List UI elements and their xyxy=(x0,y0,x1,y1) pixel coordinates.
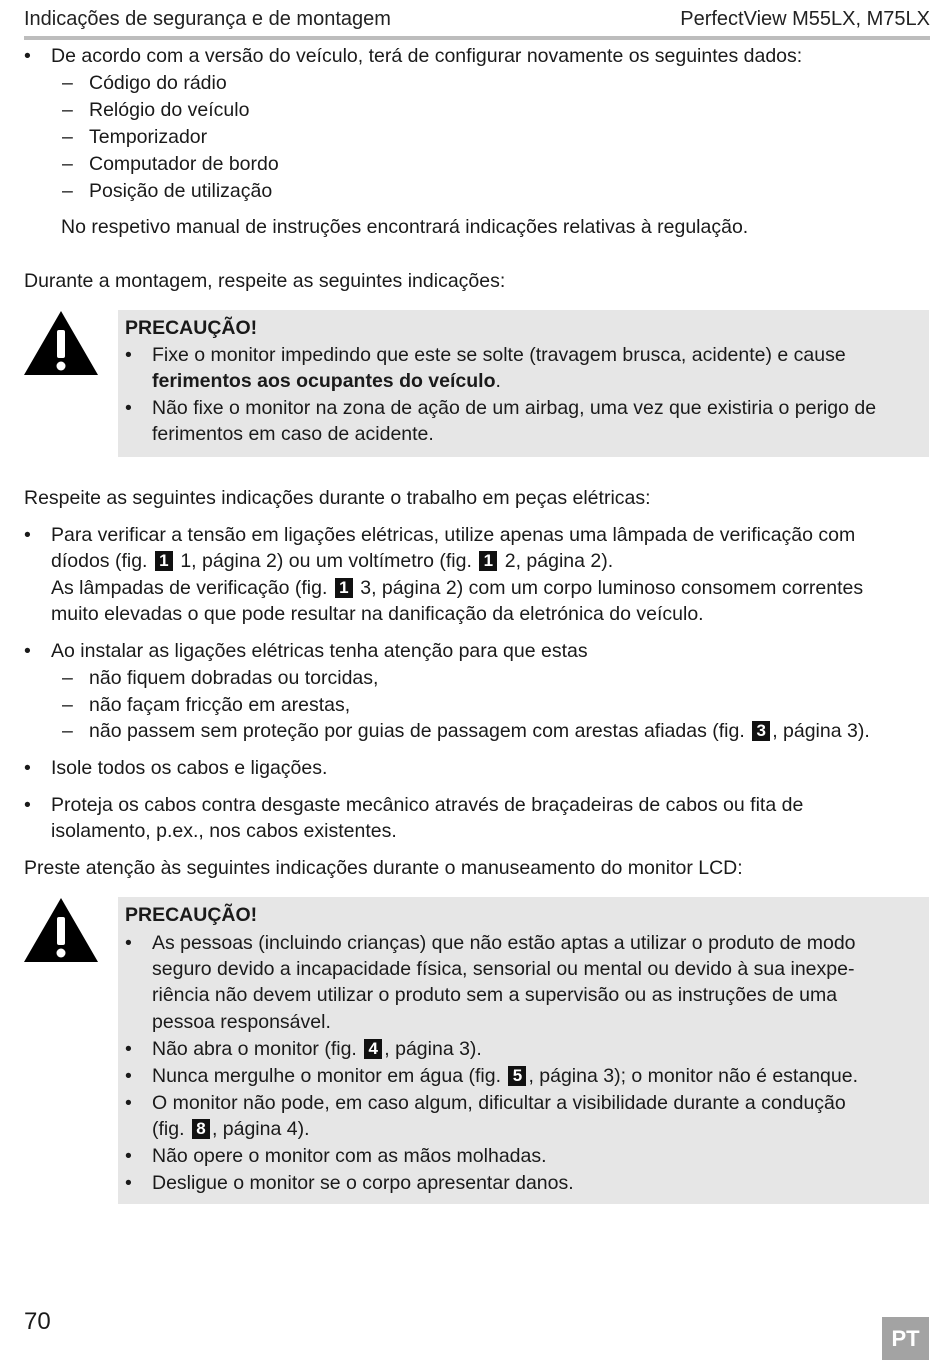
warning-bullet xyxy=(152,1063,858,1089)
figure-ref-5: 5 xyxy=(508,1066,526,1086)
warning-bullet: • Não opere o monitor com as mãos molhadas. xyxy=(152,1143,547,1169)
product-title: PerfectView M55LX, M75LX xyxy=(680,8,930,30)
warning-title: PRECAUÇÃO! xyxy=(125,904,258,926)
warning-bullet-cont: ferimentos em caso de acidente. xyxy=(152,423,434,445)
reconfig-item: – Código do rádio xyxy=(89,70,227,96)
page-number: 70 xyxy=(24,1308,51,1335)
electrical-bullet: • Isole todos os cabos e ligações. xyxy=(51,755,327,781)
text: 1, página 2) ou um voltímetro (fig. xyxy=(180,550,472,572)
text: Nunca mergulhe o monitor em água (fig. xyxy=(152,1065,502,1087)
electrical-bullet-cont: muito elevadas o que pode resultar na danificação da eletrónica do veículo. xyxy=(51,603,704,625)
language-badge: PT xyxy=(882,1317,929,1360)
text: As lâmpadas de verificação (fig. xyxy=(51,577,328,599)
warning-bullet-cont: seguro devido a incapacidade física, sensorial ou mental ou devido à sua inexpe- xyxy=(152,958,855,980)
warning-bullet: • As pessoas (incluindo crianças) que não estão aptas a utilizar o produto de modo xyxy=(152,930,856,956)
warning-triangle-icon xyxy=(23,310,99,376)
reconfig-item: – Posição de utilização xyxy=(89,178,272,204)
warning-bullet: • O monitor não pode, em caso algum, dificultar a visibilidade durante a condução xyxy=(152,1090,846,1116)
text: 3, página 2) com um corpo luminoso consomem correntes xyxy=(360,577,864,599)
section-title: Indicações de segurança e de montagem xyxy=(24,8,391,30)
electrical-intro: Respeite as seguintes indicações durante o trabalho em peças elétricas: xyxy=(24,487,651,509)
cable-rule xyxy=(89,718,870,744)
reconfig-item: – Relógio do veículo xyxy=(89,97,249,123)
text: , página 4). xyxy=(211,1118,310,1140)
reconfig-item: – Computador de bordo xyxy=(89,151,279,177)
text: não passem sem proteção por guias de passagem com arestas afiadas (fig. xyxy=(89,720,745,742)
page-header xyxy=(24,6,930,34)
mounting-intro: Durante a montagem, respeite as seguintes indicações: xyxy=(24,270,506,292)
figure-ref-4: 4 xyxy=(364,1039,382,1059)
manual-note: No respetivo manual de instruções encontrará indicações relativas à regulação. xyxy=(61,216,749,238)
text: 2, página 2). xyxy=(504,550,614,572)
text: , página 3). xyxy=(384,1038,482,1060)
warning-bullet-cont xyxy=(152,368,501,394)
warning-bullet: • Fixe o monitor impedindo que este se solte (travagem brusca, acidente) e cause xyxy=(152,342,846,368)
text: Não abra o monitor (fig. xyxy=(152,1038,357,1060)
text: díodos (fig. xyxy=(51,550,148,572)
warning-title: PRECAUÇÃO! xyxy=(125,317,258,339)
figure-ref-3: 3 xyxy=(752,721,770,741)
cable-rule: – não façam fricção em arestas, xyxy=(89,692,350,718)
warning-bullet-cont: pessoa responsável. xyxy=(152,1011,331,1033)
figure-ref-8: 8 xyxy=(192,1119,210,1139)
warning-bullet-cont xyxy=(152,1116,310,1142)
electrical-bullet: • Ao instalar as ligações elétricas tenha atenção para que estas xyxy=(51,638,588,664)
figure-ref-1: 1 xyxy=(479,551,497,571)
warning-triangle-icon xyxy=(23,897,99,963)
electrical-bullet-cont xyxy=(51,548,613,574)
electrical-bullet: • Proteja os cabos contra desgaste mecânico através de braçadeiras de cabos ou fita de xyxy=(51,792,803,818)
figure-ref-1: 1 xyxy=(155,551,173,571)
electrical-bullet-cont: isolamento, p.ex., nos cabos existentes. xyxy=(51,820,397,842)
cable-rule: – não fiquem dobradas ou torcidas, xyxy=(89,665,378,691)
figure-ref-1: 1 xyxy=(335,578,353,598)
emphasis-text: ferimentos aos ocupantes do veículo xyxy=(152,370,496,392)
warning-bullet-cont: riência não devem utilizar o produto sem a supervisão ou as instruções de uma xyxy=(152,984,838,1006)
intro-bullet: • De acordo com a versão do veículo, terá de configurar novamente os seguintes dados: xyxy=(51,43,802,69)
text: (fig. xyxy=(152,1118,185,1140)
electrical-bullet-cont xyxy=(51,575,863,601)
reconfig-item: – Temporizador xyxy=(89,124,207,150)
text: , página 3). xyxy=(772,720,870,742)
warning-bullet: • Desligue o monitor se o corpo apresentar danos. xyxy=(152,1170,574,1196)
warning-bullet xyxy=(152,1036,482,1062)
text: , página 3); o monitor não é estanque. xyxy=(528,1065,858,1087)
electrical-bullet: • Para verificar a tensão em ligações elétricas, utilize apenas uma lâmpada de verificação com xyxy=(51,522,855,548)
lcd-intro: Preste atenção às seguintes indicações durante o manuseamento do monitor LCD: xyxy=(24,857,743,879)
header-divider xyxy=(24,36,930,40)
warning-bullet: • Não fixe o monitor na zona de ação de um airbag, uma vez que existiria o perigo de xyxy=(152,395,876,421)
punct: . xyxy=(495,370,501,392)
